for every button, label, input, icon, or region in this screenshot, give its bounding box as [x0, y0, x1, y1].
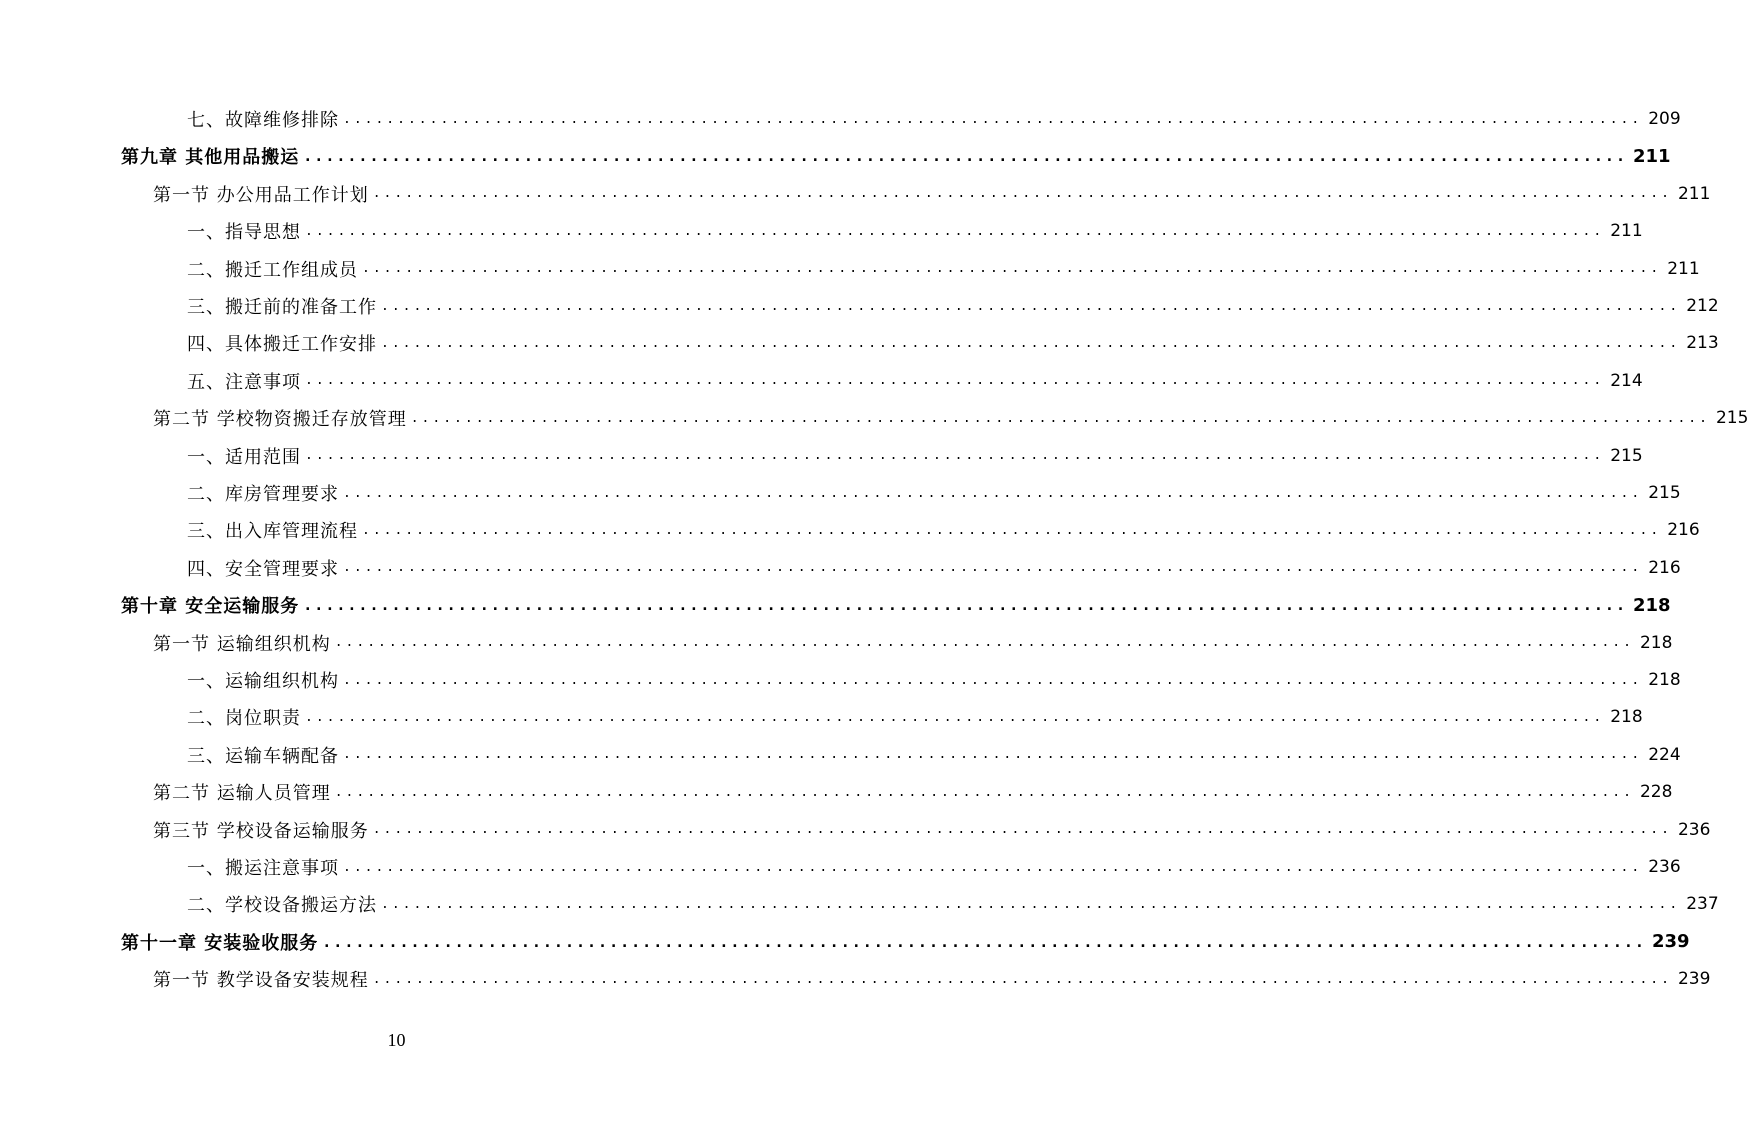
toc-chapter-entry[interactable]	[121, 923, 1690, 960]
dot-leader: ........................................................................................................................	[381, 298, 1681, 314]
dot-leader: ........................................................................................................................	[305, 223, 1605, 239]
toc-entry-page-number: 218	[1648, 670, 1681, 690]
toc-section-entry[interactable]	[153, 811, 1711, 848]
toc-entry-label: 第十一章 安装验收服务	[121, 932, 319, 954]
toc-entry-label: 第九章 其他用品搬运	[121, 147, 300, 169]
dot-leader: ........................................................................................................................	[343, 485, 1643, 501]
toc-entry-page-number: 239	[1651, 931, 1690, 953]
toc-entry-label: 四、安全管理要求	[187, 558, 339, 580]
toc-entry-label: 第一节 教学设备安装规程	[153, 970, 369, 992]
toc-subsection-entry[interactable]	[187, 250, 1700, 287]
dot-leader: ........................................................................................................................	[381, 335, 1681, 351]
toc-entry-page-number: 237	[1686, 894, 1719, 915]
toc-subsection-entry[interactable]	[187, 662, 1681, 699]
dot-leader: ........................................................................................................................	[305, 448, 1605, 464]
toc-entry-page-number: 215	[1648, 483, 1681, 503]
toc-entry-label: 第一节 办公用品工作计划	[153, 184, 369, 206]
toc-subsection-entry[interactable]	[187, 699, 1643, 736]
dot-leader: ........................................................................................................................	[410, 410, 1710, 426]
toc-entry-label: 三、出入库管理流程	[187, 521, 358, 543]
toc-entry-page-number: 211	[1667, 258, 1700, 279]
dot-leader: ........................................................................................................................	[362, 522, 1662, 538]
toc-section-entry[interactable]	[153, 774, 1673, 811]
dot-leader: ........................................................................................................................	[305, 709, 1605, 725]
toc-entry-page-number: 214	[1610, 370, 1643, 391]
toc-entry-page-number: 215	[1610, 445, 1643, 466]
dot-leader: ........................................................................................................................	[305, 373, 1605, 389]
toc-entry-label: 三、运输车辆配备	[187, 745, 339, 767]
toc-entry-label: 五、注意事项	[187, 371, 301, 393]
toc-entry-label: 二、库房管理要求	[187, 484, 339, 505]
toc-entry-page-number: 236	[1677, 819, 1711, 840]
toc-subsection-entry[interactable]	[187, 213, 1643, 250]
toc-entry-label: 第二节 运输人员管理	[153, 783, 331, 805]
toc-subsection-entry[interactable]	[187, 549, 1681, 586]
dot-leader: ........................................................................................................................	[362, 261, 1662, 277]
toc-section-entry[interactable]	[153, 961, 1711, 998]
toc-entry-page-number: 211	[1677, 183, 1711, 204]
dot-leader: ........................................................................................................................	[303, 147, 1627, 166]
dot-leader: ........................................................................................................................	[334, 784, 1634, 800]
toc-chapter-entry[interactable]	[121, 138, 1671, 175]
dot-leader: ........................................................................................................................	[381, 896, 1681, 912]
toc-subsection-entry[interactable]	[187, 437, 1643, 474]
toc-entry-page-number: 216	[1648, 557, 1681, 578]
toc-subsection-entry[interactable]	[187, 325, 1719, 362]
dot-leader: ........................................................................................................................	[322, 932, 1646, 951]
toc-subsection-entry[interactable]	[187, 362, 1643, 399]
toc-entry-label: 二、岗位职责	[187, 708, 301, 730]
toc-entry-label: 二、学校设备搬运方法	[187, 895, 377, 917]
dot-leader: ........................................................................................................................	[343, 111, 1643, 127]
toc-subsection-entry[interactable]	[187, 736, 1681, 773]
toc-entry-label: 一、运输组织机构	[187, 671, 339, 692]
dot-leader: ........................................................................................................................	[372, 822, 1672, 838]
toc-subsection-entry[interactable]	[187, 849, 1681, 886]
toc-entry-page-number: 215	[1715, 408, 1748, 429]
toc-chapter-entry[interactable]	[121, 587, 1671, 624]
toc-entry-label: 第三节 学校设备运输服务	[153, 820, 369, 842]
toc-subsection-entry[interactable]	[187, 886, 1719, 923]
toc-entry-label: 二、搬迁工作组成员	[187, 259, 358, 281]
toc-entry-label: 一、指导思想	[187, 222, 301, 244]
toc-entry-label: 第十章 安全运输服务	[121, 596, 300, 618]
toc-entry-page-number: 211	[1632, 145, 1671, 167]
toc-entry-page-number: 218	[1632, 594, 1671, 616]
toc-subsection-entry[interactable]	[187, 475, 1681, 512]
toc-entry-page-number: 236	[1648, 857, 1681, 877]
toc-entry-page-number: 239	[1677, 969, 1711, 990]
dot-leader: ........................................................................................................................	[372, 186, 1672, 202]
toc-subsection-entry[interactable]	[187, 288, 1719, 325]
dot-leader: ........................................................................................................................	[334, 635, 1634, 651]
toc-entry-label: 七、故障维修排除	[187, 110, 339, 131]
dot-leader: ........................................................................................................................	[372, 971, 1672, 987]
toc-entry-page-number: 228	[1639, 782, 1673, 803]
toc-entry-label: 第二节 学校物资搬迁存放管理	[153, 409, 407, 431]
toc-subsection-entry[interactable]	[187, 101, 1681, 138]
toc-entry-label: 一、适用范围	[187, 446, 301, 468]
toc-section-entry[interactable]	[153, 175, 1711, 212]
toc-subsection-entry[interactable]	[187, 512, 1700, 549]
toc-entry-page-number: 218	[1610, 707, 1643, 728]
dot-leader: ........................................................................................................................	[303, 596, 1627, 615]
dot-leader: ........................................................................................................................	[343, 859, 1643, 875]
toc-entry-page-number: 209	[1648, 109, 1681, 129]
dot-leader: ........................................................................................................................	[343, 747, 1643, 763]
dot-leader: ........................................................................................................................	[343, 672, 1643, 688]
dot-leader: ........................................................................................................................	[343, 560, 1643, 576]
toc-entry-page-number: 211	[1610, 221, 1643, 242]
toc-section-entry[interactable]	[153, 624, 1673, 661]
toc-entry-label: 第一节 运输组织机构	[153, 633, 331, 655]
toc-entry-page-number: 212	[1686, 296, 1719, 316]
toc-entry-page-number: 213	[1686, 333, 1719, 354]
toc-entry-label: 一、搬运注意事项	[187, 858, 339, 879]
toc-entry-page-number: 224	[1648, 744, 1681, 765]
toc-entry-label: 三、搬迁前的准备工作	[187, 297, 377, 318]
toc-section-entry[interactable]	[153, 400, 1748, 437]
toc-entry-page-number: 216	[1667, 520, 1700, 541]
toc-entry-label: 四、具体搬迁工作安排	[187, 334, 377, 356]
page-number: 10	[387, 1030, 406, 1050]
toc-entry-page-number: 218	[1639, 632, 1673, 653]
